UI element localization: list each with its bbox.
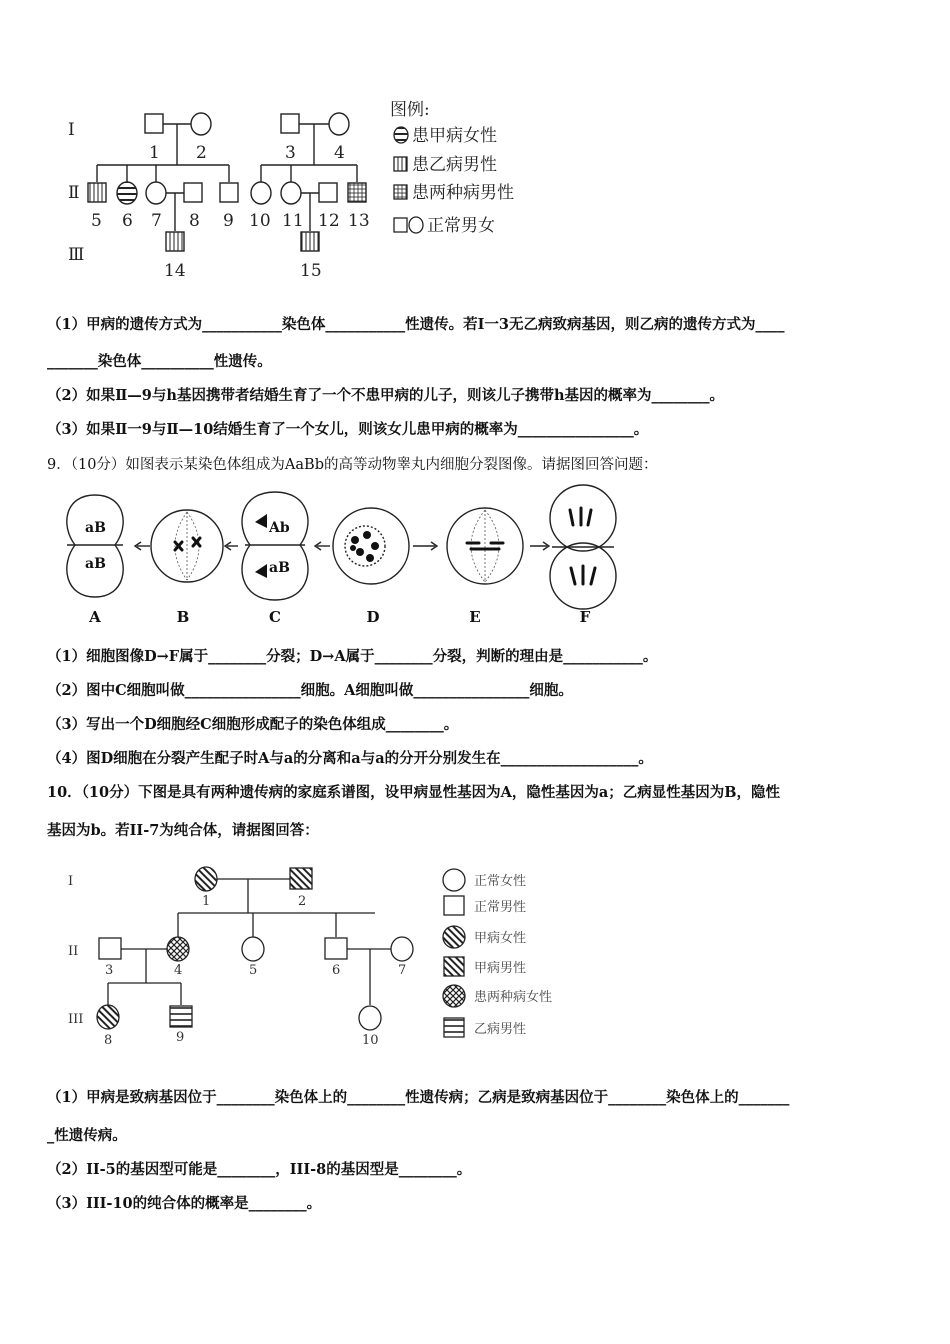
cell-label-e: E — [469, 608, 481, 626]
legend-label: 正常女性 — [474, 874, 527, 889]
gen-label-1: Ⅰ — [68, 120, 75, 140]
pedigree-figure-1 — [60, 95, 540, 280]
cell-label-a: A — [89, 608, 101, 626]
individual-id: 4 — [174, 963, 183, 978]
q8-part1-line2: _______染色体__________性遗传。 — [47, 353, 272, 370]
cell-label-b: B — [176, 608, 190, 626]
individual-id: 4 — [334, 143, 345, 163]
q8-part3: （3）如果Ⅱ一9与Ⅱ—10结婚生育了一个女儿，则该女儿患甲病的概率为________________。 — [47, 421, 649, 438]
individual-id: 8 — [104, 1033, 113, 1048]
legend-label: 正常男性 — [474, 900, 527, 915]
individual-id: 14 — [164, 261, 186, 280]
individual-id: 7 — [151, 211, 162, 231]
individual-id: 6 — [332, 963, 341, 978]
legend-label: 乙病男性 — [474, 1022, 527, 1037]
legend-label: 患乙病男性 — [412, 155, 497, 175]
cell-a-upper-label: aB — [85, 520, 106, 536]
individual-id: 6 — [122, 211, 133, 231]
individual-id: 9 — [176, 1030, 185, 1045]
q10-part1-line1: （1）甲病是致病基因位于________染色体上的________性遗传病；乙病是致病基因位于________染色体上的_______ — [47, 1089, 790, 1106]
cell-label-c: C — [269, 608, 281, 626]
q9-part3: （3）写出一个D细胞经C细胞形成配子的染色体组成________。 — [47, 716, 459, 733]
individual-id: 10 — [362, 1033, 379, 1048]
individual-id: 9 — [223, 211, 234, 231]
cell-c-lower-label: aB — [269, 560, 290, 576]
individual-id: 13 — [348, 211, 370, 231]
legend-label: 甲病女性 — [474, 931, 527, 946]
individual-id: 12 — [318, 211, 340, 231]
cell-label-f: F — [579, 608, 591, 626]
individual-id: 7 — [398, 963, 407, 978]
individual-id: 11 — [282, 211, 304, 231]
individual-id: 10 — [249, 211, 271, 231]
q9-part1: （1）细胞图像D→F属于________分裂；D→A属于________分裂，判断的理由是___________。 — [47, 648, 658, 665]
q9-stem: 9．（10分）如图表示某染色体组成为AaBb的高等动物睾丸内细胞分裂图像。请据图回答问题： — [47, 457, 658, 473]
q10-part2: （2）II-5的基因型可能是________，III-8的基因型是________。 — [47, 1161, 472, 1178]
q8-part1-line1: （1）甲病的遗传方式为___________染色体___________性遗传。若Ⅰ一3无乙病致病基因，则乙病的遗传方式为____ — [47, 316, 785, 333]
gen-label-3: Ⅲ — [68, 245, 85, 265]
legend-label: 正常男女 — [427, 216, 495, 236]
individual-id: 2 — [196, 143, 207, 163]
cell-label-d: D — [366, 608, 380, 626]
cell-a-lower-label: aB — [85, 556, 106, 572]
individual-id: 3 — [105, 963, 114, 978]
gen-label-1: I — [68, 874, 74, 889]
gen-label-2: Ⅱ — [68, 183, 80, 203]
gen-label-2: II — [68, 944, 79, 959]
legend-title: 图例: — [390, 100, 430, 120]
legend-label: 患甲病女性 — [412, 126, 497, 146]
legend-label: 患两种病男性 — [412, 183, 514, 203]
cell-c-upper-label: Ab — [269, 520, 290, 536]
individual-id: 15 — [300, 261, 322, 280]
q10-part1-line2: _性遗传病。 — [47, 1127, 127, 1144]
individual-id: 1 — [202, 894, 211, 909]
q9-part2: （2）图中C细胞叫做________________细胞。A细胞叫做________________细胞。 — [47, 682, 573, 699]
legend-label: 甲病男性 — [474, 961, 527, 976]
gen-label-3: III — [68, 1012, 84, 1027]
individual-id: 8 — [189, 211, 200, 231]
q8-part2: （2）如果Ⅱ—9与h基因携带者结婚生育了一个不患甲病的儿子，则该儿子携带h基因的概率为________。 — [47, 387, 724, 404]
individual-id: 5 — [249, 963, 258, 978]
individual-id: 3 — [285, 143, 296, 163]
q10-stem-line1: 10．（10分）下图是具有两种遗传病的家庭系谱图，设甲病显性基因为A，隐性基因为a；乙病显性基因为B，隐性 — [47, 784, 781, 801]
individual-id: 1 — [149, 143, 160, 163]
q10-stem-line2: 基因为b。若II-7为纯合体，请据图回答： — [47, 822, 319, 839]
q9-part4: （4）图D细胞在分裂产生配子时A与a的分离和a与a的分开分别发生在___________________。 — [47, 750, 653, 767]
q10-part3: （3）III-10的纯合体的概率是________。 — [47, 1195, 322, 1212]
individual-id: 2 — [298, 894, 307, 909]
pedigree-figure-2 — [60, 855, 580, 1055]
individual-id: 5 — [91, 211, 102, 231]
legend-label: 患两种病女性 — [474, 990, 553, 1005]
cell-division-figure — [55, 480, 645, 630]
